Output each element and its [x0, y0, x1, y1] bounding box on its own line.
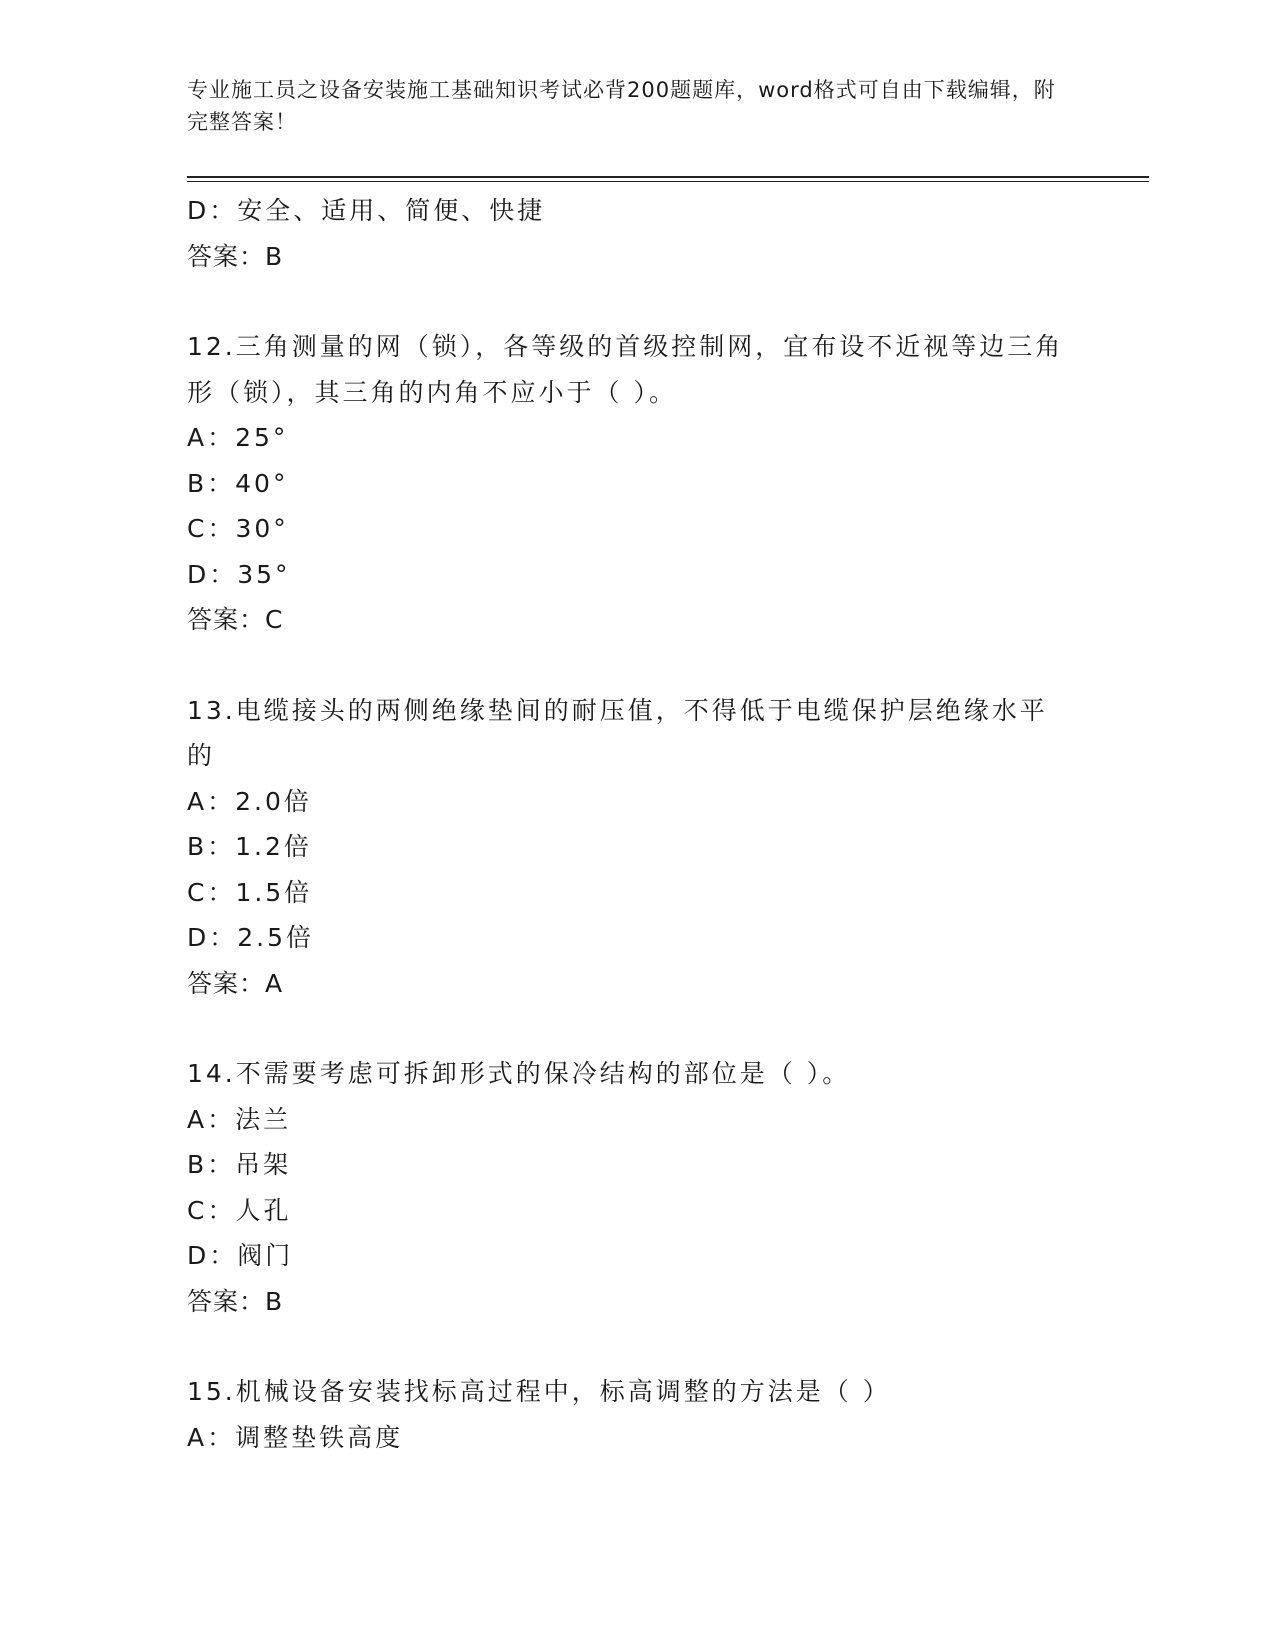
document-header: 专业施工员之设备安装施工基础知识考试必背200题题库，word格式可自由下载编辑，附完整答案！ [187, 78, 1056, 134]
option-c: C：人孔 [187, 1195, 292, 1225]
question-13 [187, 688, 1087, 1007]
answer: 答案：A [187, 968, 284, 998]
option-b: B：吊架 [187, 1150, 292, 1179]
header-divider-thin [187, 181, 1149, 182]
question-content [187, 188, 1087, 1460]
option-d: D：阀门 [187, 1241, 294, 1270]
question-15 [187, 1369, 1087, 1460]
option-d: D：35° [187, 559, 291, 589]
prev-question-option-d: D：安全、适用、简便、快捷 [187, 196, 546, 225]
option-b: B：40° [187, 468, 289, 498]
question-14 [187, 1051, 1087, 1324]
prev-question-answer: 答案：B [187, 241, 284, 271]
option-a: A：调整垫铁高度 [187, 1422, 404, 1452]
option-a: A：2.0倍 [187, 786, 312, 816]
question-12 [187, 324, 1087, 643]
question-text: 12.三角测量的网（锁），各等级的首级控制网，宜布设不近视等边三角形（锁），其三角的内角不应小于（ ）。 [187, 332, 1064, 407]
option-a: A：25° [187, 423, 289, 452]
answer: 答案：C [187, 605, 284, 634]
option-c: C：1.5倍 [187, 877, 313, 907]
answer: 答案：B [187, 1286, 284, 1316]
option-c: C：30° [187, 514, 289, 543]
option-d: D：2.5倍 [187, 923, 315, 952]
option-b: B：1.2倍 [187, 832, 312, 861]
question-text: 14.不需要考虑可拆卸形式的保冷结构的部位是（ ）。 [187, 1059, 851, 1088]
question-text: 13.电缆接头的两侧绝缘垫间的耐压值，不得低于电缆保护层绝缘水平的 [187, 695, 1048, 770]
question-text: 15.机械设备安装找标高过程中，标高调整的方法是（ ） [187, 1377, 891, 1406]
option-a: A：法兰 [187, 1104, 292, 1134]
header-divider-thick [187, 176, 1149, 178]
